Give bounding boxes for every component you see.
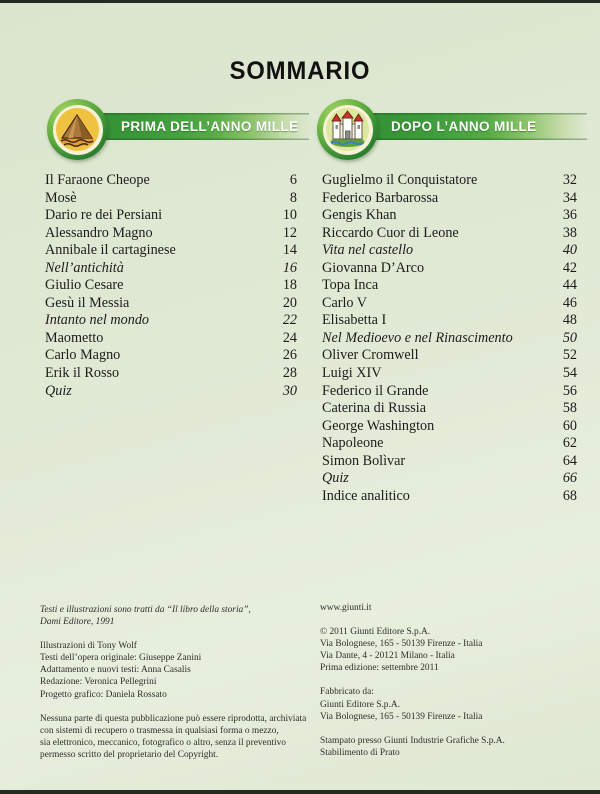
toc-entry-page: 38 bbox=[562, 224, 577, 241]
credit-line: Via Dante, 4 - 20121 Milano - Italia bbox=[320, 651, 455, 662]
toc-entry-page: 60 bbox=[562, 417, 577, 434]
credit-line: Stabilimento di Prato bbox=[320, 747, 400, 758]
page-top-edge bbox=[0, 0, 600, 3]
toc-row bbox=[322, 453, 577, 471]
toc-entry-title: Gengis Khan bbox=[322, 207, 397, 224]
printed-info bbox=[320, 735, 588, 759]
toc-entry-page: 14 bbox=[282, 242, 297, 259]
toc-row bbox=[322, 418, 577, 436]
credit-line: Progetto grafico: Daniela Rossato bbox=[40, 689, 167, 700]
toc-entry-title: Maometto bbox=[45, 329, 104, 346]
toc-row bbox=[322, 225, 577, 243]
toc-entry-title: Topa Inca bbox=[322, 277, 379, 294]
credit-line: Stampato presso Giunti Industrie Grafiche S.p.A. bbox=[320, 735, 505, 746]
badge-circle bbox=[317, 99, 378, 160]
staff-credits bbox=[40, 640, 312, 700]
credits-right-column bbox=[320, 602, 588, 771]
banner-label: PRIMA DELL’ANNO MILLE bbox=[121, 119, 299, 134]
toc-row bbox=[45, 347, 297, 365]
website bbox=[320, 602, 588, 614]
toc-entry-title: Mosè bbox=[45, 189, 77, 206]
toc-entry-page: 26 bbox=[282, 347, 297, 364]
toc-entry-page: 54 bbox=[562, 365, 577, 382]
toc-row bbox=[45, 260, 297, 278]
credit-line: Via Bolognese, 165 - 50139 Firenze - Italia bbox=[320, 711, 483, 722]
toc-entry-title: George Washington bbox=[322, 417, 435, 434]
toc-row bbox=[322, 190, 577, 208]
banner-label: DOPO L’ANNO MILLE bbox=[391, 119, 537, 134]
credit-line: Prima edizione: settembre 2011 bbox=[320, 663, 439, 674]
banner-prima-anno-mille bbox=[47, 99, 309, 161]
toc-row bbox=[322, 470, 577, 488]
toc-row bbox=[322, 295, 577, 313]
toc-entry-title: Quiz bbox=[322, 470, 349, 487]
credit-line: Illustrazioni di Tony Wolf bbox=[40, 641, 137, 652]
toc-entry-title: Alessandro Magno bbox=[45, 224, 153, 241]
credit-line: © 2011 Giunti Editore S.p.A. bbox=[320, 627, 431, 638]
toc-entry-title: Federico il Grande bbox=[322, 382, 429, 399]
toc-entry-title: Il Faraone Cheope bbox=[45, 172, 150, 188]
toc-row bbox=[322, 488, 577, 506]
toc-entry-title: Nel Medioevo e nel Rinascimento bbox=[322, 329, 513, 346]
castle-icon bbox=[326, 108, 369, 151]
credit-line: Fabbricato da: bbox=[320, 687, 374, 698]
toc-entry-title: Carlo V bbox=[322, 294, 368, 311]
website-url: www.giunti.it bbox=[320, 603, 372, 613]
toc-row bbox=[322, 330, 577, 348]
toc-entry-page: 36 bbox=[562, 207, 577, 224]
copyright-notice bbox=[40, 713, 312, 761]
toc-row bbox=[322, 383, 577, 401]
toc-row bbox=[45, 172, 297, 190]
toc-row bbox=[45, 207, 297, 225]
toc-entry-page: 68 bbox=[562, 487, 577, 504]
credit-line: Dami Editore, 1991 bbox=[40, 617, 115, 628]
toc-entry-page: 16 bbox=[282, 259, 297, 276]
credit-line: Adattamento e nuovi testi: Anna Casalis bbox=[40, 665, 191, 676]
toc-row bbox=[322, 347, 577, 365]
toc-entry-title: Nell’antichità bbox=[45, 259, 124, 276]
toc-entry-page: 50 bbox=[562, 329, 577, 346]
credit-line: Testi dell’opera originale: Giuseppe Zanini bbox=[40, 653, 202, 664]
toc-entry-title: Riccardo Cuor di Leone bbox=[322, 224, 459, 241]
toc-entry-title: Caterina di Russia bbox=[322, 400, 427, 417]
toc-row bbox=[45, 242, 297, 260]
toc-entry-title: Guglielmo il Conquistatore bbox=[322, 172, 478, 188]
toc-entry-title: Luigi XIV bbox=[322, 365, 382, 382]
source-note bbox=[40, 604, 312, 628]
banner-bar bbox=[347, 113, 587, 140]
toc-entry-page: 44 bbox=[562, 277, 577, 294]
credit-line: Giunti Editore S.p.A. bbox=[320, 699, 400, 710]
toc-entry-title: Federico Barbarossa bbox=[322, 189, 439, 206]
toc-entry-title: Quiz bbox=[45, 382, 72, 399]
toc-row bbox=[322, 312, 577, 330]
manufactured-info bbox=[320, 686, 588, 722]
toc-row bbox=[322, 365, 577, 383]
toc-entry-page: 66 bbox=[562, 470, 577, 487]
toc-row bbox=[45, 190, 297, 208]
toc-row bbox=[45, 295, 297, 313]
credit-line: Redazione: Veronica Pellegrini bbox=[40, 677, 157, 688]
toc-row bbox=[45, 365, 297, 383]
credit-line: Nessuna parte di questa pubblicazione può essere riprodotta, archiviata bbox=[40, 713, 307, 724]
toc-entry-page: 28 bbox=[282, 365, 297, 382]
toc-row bbox=[322, 400, 577, 418]
page-title: SOMMARIO bbox=[229, 57, 371, 85]
toc-list-dopo bbox=[322, 172, 577, 505]
toc-row bbox=[322, 260, 577, 278]
toc-entry-page: 42 bbox=[562, 259, 577, 276]
toc-entry-title: Vita nel castello bbox=[322, 242, 414, 259]
toc-entry-page: 62 bbox=[562, 435, 577, 452]
credits-left-column bbox=[40, 604, 312, 773]
toc-row bbox=[322, 435, 577, 453]
toc-row bbox=[45, 330, 297, 348]
toc-entry-page: 48 bbox=[562, 312, 577, 329]
toc-entry-title: Indice analitico bbox=[322, 487, 410, 504]
credit-line: Via Bolognese, 165 - 50139 Firenze - Italia bbox=[320, 639, 483, 650]
toc-entry-title: Intanto nel mondo bbox=[45, 312, 150, 329]
toc-entry-title: Dario re dei Persiani bbox=[45, 207, 163, 224]
toc-entry-page: 32 bbox=[562, 172, 577, 188]
credit-line: sia elettronico, meccanico, fotografico o altro, senza il preventivo bbox=[40, 737, 286, 748]
toc-entry-title: Erik il Rosso bbox=[45, 365, 120, 382]
toc-row bbox=[322, 172, 577, 190]
toc-entry-page: 24 bbox=[282, 329, 297, 346]
publisher-info bbox=[320, 626, 588, 674]
toc-entry-page: 22 bbox=[282, 312, 297, 329]
toc-entry-page: 58 bbox=[562, 400, 577, 417]
toc-entry-title: Annibale il cartaginese bbox=[45, 242, 176, 259]
banner-bar bbox=[77, 113, 309, 140]
toc-entry-page: 8 bbox=[289, 189, 297, 206]
toc-entry-title: Carlo Magno bbox=[45, 347, 121, 364]
toc-entry-page: 40 bbox=[562, 242, 577, 259]
pyramid-icon bbox=[56, 108, 99, 151]
toc-list-prima bbox=[45, 172, 297, 400]
credit-line: permesso scritto del proprietario del Copyright. bbox=[40, 749, 219, 760]
toc-entry-page: 10 bbox=[282, 207, 297, 224]
toc-entry-page: 12 bbox=[282, 224, 297, 241]
toc-row bbox=[45, 312, 297, 330]
toc-entry-title: Napoleone bbox=[322, 435, 384, 452]
page-bottom-edge bbox=[0, 790, 600, 794]
toc-entry-page: 46 bbox=[562, 294, 577, 311]
toc-entry-page: 52 bbox=[562, 347, 577, 364]
toc-entry-page: 6 bbox=[289, 172, 297, 188]
toc-entry-page: 34 bbox=[562, 189, 577, 206]
toc-row bbox=[45, 383, 297, 401]
banner-dopo-anno-mille bbox=[317, 99, 587, 161]
credit-line: Testi e illustrazioni sono tratti da “Il libro della storia”, bbox=[40, 605, 251, 615]
toc-entry-page: 64 bbox=[562, 452, 577, 469]
toc-entry-page: 56 bbox=[562, 382, 577, 399]
toc-entry-title: Giulio Cesare bbox=[45, 277, 124, 294]
toc-entry-title: Oliver Cromwell bbox=[322, 347, 419, 364]
toc-entry-title: Giovanna D’Arco bbox=[322, 259, 425, 276]
credit-line: con sistemi di recupero o trasmessa in qualsiasi forma o mezzo, bbox=[40, 725, 279, 736]
toc-entry-page: 20 bbox=[282, 294, 297, 311]
toc-row bbox=[45, 225, 297, 243]
toc-row bbox=[45, 277, 297, 295]
toc-entry-title: Simon Bolìvar bbox=[322, 452, 406, 469]
toc-entry-title: Gesù il Messia bbox=[45, 294, 130, 311]
toc-row bbox=[322, 277, 577, 295]
toc-row bbox=[322, 207, 577, 225]
toc-entry-page: 30 bbox=[282, 382, 297, 399]
toc-entry-title: Elisabetta I bbox=[322, 312, 387, 329]
toc-entry-page: 18 bbox=[282, 277, 297, 294]
badge-circle bbox=[47, 99, 108, 160]
toc-row bbox=[322, 242, 577, 260]
